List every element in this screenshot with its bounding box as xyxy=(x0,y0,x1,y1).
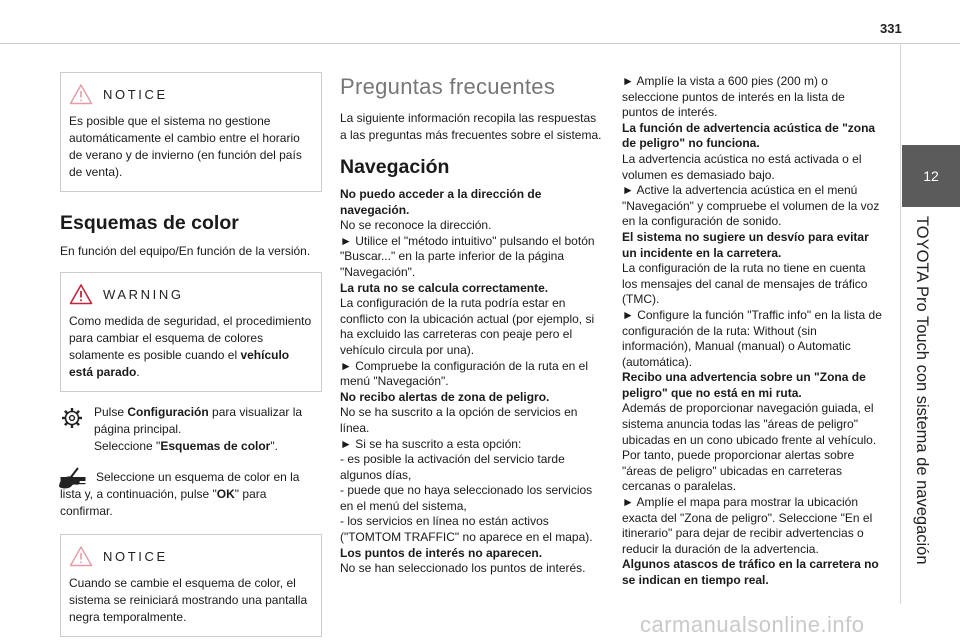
faq-list-right xyxy=(622,74,884,589)
notice-header xyxy=(69,83,313,105)
notice-label: NOTICE xyxy=(103,86,168,102)
notice2-header xyxy=(69,545,313,567)
column-middle xyxy=(340,74,604,577)
warning-text-prefix: Como medida de seguridad, el procedimiento para cambiar el esquema de colores solamente es posible cuando el xyxy=(69,314,312,362)
notice-text: Es posible que el sistema no gestione automáticamente el cambio entre el horario de verano y de invierno (en función del país de venta). xyxy=(69,114,302,179)
faq-title: Preguntas frecuentes xyxy=(340,74,556,99)
side-rule xyxy=(900,44,901,604)
step2-post: ". xyxy=(270,439,278,453)
faq-question: La función de advertencia acústica de "zona de peligro" no funciona. xyxy=(622,120,876,151)
warning-label: WARNING xyxy=(103,286,184,302)
chapter-side-title: TOYOTA Pro Touch con sistema de navegación xyxy=(913,216,931,565)
warning-triangle-icon xyxy=(69,283,93,305)
faq-question: Los puntos de interés no aparecen. xyxy=(340,545,543,560)
step-settings xyxy=(60,404,322,455)
notice2-text: Cuando se cambie el esquema de color, el sistema se reiniciará mostrando una pantalla negra temporalmente. xyxy=(69,576,308,624)
faq-answer: - es posible la activación del servicio tarde algunos días, xyxy=(340,452,565,482)
faq-answer: - puede que no haya seleccionado los servicios en el menú del sistema, xyxy=(340,483,593,513)
notice-warning-triangle-icon xyxy=(69,83,93,105)
step3-bold: OK xyxy=(216,487,235,501)
step-confirm-text xyxy=(60,469,322,520)
faq-answer: ► Configure la función "Traffic info" en la lista de configuración de la ruta: Without (sin información), Manual (manual) o Automatic (automática). xyxy=(622,307,882,369)
navigation-title: Navegación xyxy=(340,156,450,178)
warning-text-suffix: . xyxy=(136,365,140,379)
step2-pre: Seleccione " xyxy=(94,439,161,453)
notice2-label: NOTICE xyxy=(103,548,168,564)
warning-header xyxy=(69,283,313,305)
faq-list-middle xyxy=(340,187,604,577)
step-select-scheme xyxy=(94,438,322,455)
page-number: 331 xyxy=(880,21,902,36)
faq-answer: ► Amplíe el mapa para mostrar la ubicación exacta del "Zona de peligro". Seleccione "En el itinerario" para dejar de recibir advertencias o reducir la duración de la advertencia. xyxy=(622,495,873,556)
faq-question: No puedo acceder a la dirección de navegación. xyxy=(340,187,542,217)
step1-bold: Configuración xyxy=(127,405,209,419)
color-schemes-title: Esquemas de color xyxy=(60,212,239,234)
notice-box-timezone xyxy=(60,72,322,192)
faq-intro: La siguiente información recopila las respuestas a las preguntas más frecuentes sobre el sistema. xyxy=(340,111,602,142)
faq-answer: ► Utilice el "método intuitivo" pulsando el botón "Buscar..." en la parte inferior de la página "Navegación". xyxy=(340,233,595,279)
faq-answer: La configuración de la ruta no tiene en cuenta los mensajes del canal de mensajes de tráfico (TMC). xyxy=(622,261,868,307)
step1-pre: Pulse xyxy=(94,405,128,419)
faq-answer: ► Si se ha suscrito a esta opción: xyxy=(340,436,522,451)
faq-answer: ► Active la advertencia acústica en el menú "Navegación" y compruebe el volumen de la voz en la configuración de sonido. xyxy=(622,183,880,229)
faq-answer: La configuración de la ruta podría estar en conflicto con la ubicación actual (por ejemplo, si ha excluido las carreteras con peaje pero el vehículo circula por una). xyxy=(340,296,595,357)
notice2-warning-triangle-icon xyxy=(69,545,93,567)
faq-question: No recibo alertas de zona de peligro. xyxy=(340,389,550,404)
chapter-tab: 12 xyxy=(902,145,960,207)
faq-answer: No se ha suscrito a la opción de servicios en línea. xyxy=(340,405,578,435)
faq-answer: Además de proporcionar navegación guiada, el sistema anuncia todas las "áreas de peligro" ubicadas en un cono ubicado frente al vehículo. Por tanto, puede proporcionar alertas sobre "áreas de peligro" ubicadas en carreteras cercanas o paralelas. xyxy=(622,401,877,494)
faq-answer: La advertencia acústica no está activada o el volumen es demasiado bajo. xyxy=(622,151,862,182)
faq-answer: No se reconoce la dirección. xyxy=(340,218,492,233)
watermark-text: carmanualsonline.info xyxy=(640,612,865,637)
step3-pre: Seleccione un esquema de color en la lista y, a continuación, pulse " xyxy=(60,470,300,501)
faq-question: La ruta no se calcula correctamente. xyxy=(340,280,549,295)
warning-text xyxy=(69,313,313,381)
faq-answer: ► Amplíe la vista a 600 pies (200 m) o seleccione puntos de interés en la lista de puntos de interés. xyxy=(622,74,845,120)
faq-answer: No se han seleccionado los puntos de interés. xyxy=(340,561,586,576)
column-right xyxy=(622,74,884,589)
faq-answer: - los servicios en línea no están activos ("TOMTOM TRAFFIC" no aparece en el mapa). xyxy=(340,514,593,545)
header-rule xyxy=(0,43,960,44)
notice-box-restart xyxy=(60,534,322,637)
warning-box xyxy=(60,272,322,392)
faq-question: Recibo una advertencia sobre un "Zona de peligro" que no está en mi ruta. xyxy=(622,370,866,400)
step-confirm xyxy=(60,469,322,520)
step1-post: para visualizar la página principal. xyxy=(94,405,303,436)
step-settings-text xyxy=(94,404,322,455)
column-left xyxy=(60,72,322,637)
faq-answer: ► Compruebe la configuración de la ruta en el menú "Navegación". xyxy=(340,358,589,389)
settings-gear-icon xyxy=(60,406,84,430)
palette-icon xyxy=(57,466,83,492)
color-schemes-intro: En función del equipo/En función de la versión. xyxy=(60,244,311,258)
faq-question: Algunos atascos de tráfico en la carretera no se indican en tiempo real. xyxy=(622,557,879,587)
step2-bold: Esquemas de color xyxy=(160,439,271,453)
warning-text-bold: vehículo está parado xyxy=(69,348,290,379)
step3-post: " para confirmar. xyxy=(60,487,267,518)
faq-question: El sistema no sugiere un desvío para evitar un incidente en la carretera. xyxy=(622,229,869,260)
